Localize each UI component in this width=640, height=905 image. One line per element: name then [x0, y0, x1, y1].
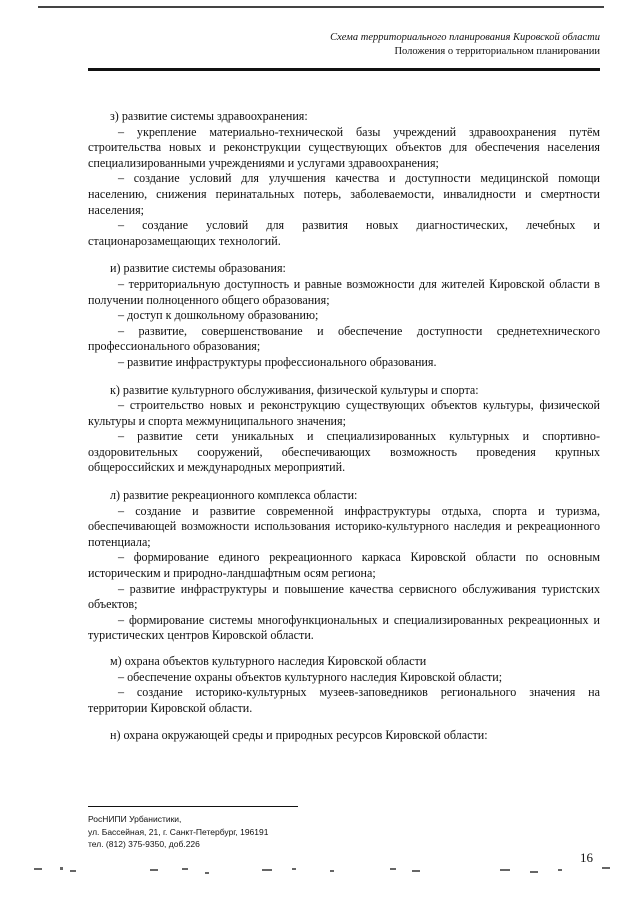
section [88, 109, 600, 249]
list-item: – развитие, совершенствование и обеспечение доступности среднетехнического профессионального образования; [88, 323, 600, 354]
document-body [88, 109, 600, 756]
section-heading: н) охрана окружающей среды и природных ресурсов Кировской области: [110, 728, 488, 743]
document-title: Схема территориального планирования Кировской области [330, 32, 600, 43]
header-rule [88, 68, 600, 71]
section-heading: к) развитие культурного обслуживания, физической культуры и спорта: [110, 382, 479, 397]
list-item: – территориальную доступность и равные возможности для жителей Кировской области в получении полноценного общего образования; [88, 276, 600, 307]
section-heading: л) развитие рекреационного комплекса области: [110, 488, 358, 503]
list-item: – создание историко-культурных музеев-заповедников регионального значения на территории Кировской области. [88, 685, 600, 715]
footer [88, 813, 268, 851]
list-item: – создание условий для улучшения качества и доступности медицинской помощи населению, снижения перинатальных потерь, заболеваемости, инвалидности и смертности населения; [88, 171, 600, 217]
section [88, 488, 600, 644]
list-item: – обеспечение охраны объектов культурного наследия Кировской области; [118, 669, 503, 684]
section [88, 383, 600, 477]
section [88, 728, 600, 744]
list-item: – формирование единого рекреационного каркаса Кировской области по основным историческим и природно-ландшафтным осям региона; [88, 550, 600, 581]
footer-phone: тел. (812) 375-9350, доб.226 [88, 839, 200, 849]
list-item: – формирование системы многофункциональных и специализированных рекреационных и туристических центров Кировской области. [88, 612, 600, 643]
list-item: – создание условий для развития новых диагностических, лечебных и стационарозамещающих технологий. [88, 218, 600, 248]
list-item: – развитие инфраструктуры профессионального образования. [118, 354, 437, 369]
running-header [88, 31, 600, 59]
page-number: 16 [580, 850, 593, 865]
list-item: – доступ к дошкольному образованию; [118, 308, 319, 323]
section-heading: м) охрана объектов культурного наследия Кировской области [110, 654, 427, 668]
section-heading: и) развитие системы образования: [110, 261, 286, 276]
list-item: – развитие инфраструктуры и повышение качества сервисного обслуживания туристских объектов; [88, 581, 600, 612]
footer-address: ул. Бассейная, 21, г. Санкт-Петербург, 196191 [88, 826, 269, 837]
footer-org: РосНИПИ Урбанистики, [88, 814, 182, 824]
section [88, 654, 600, 716]
list-item: – укрепление материально-технической базы учреждений здравоохранения путём строительства новых и реконструкции существующих объектов для обеспечения населения специализированными учреждениями и услугами здравоохранения; [88, 124, 600, 170]
list-item: – развитие сети уникальных и специализированных культурных и спортивно-оздоровительных сооружений, обеспечивающих возможность проведения крупных общероссийских и международных мероприятий. [88, 429, 600, 475]
section [88, 261, 600, 370]
scan-noise [30, 866, 620, 886]
scan-top-rule [38, 6, 604, 8]
section-heading: з) развитие системы здравоохранения: [110, 109, 308, 123]
list-item: – создание и развитие современной инфраструктуры отдыха, спорта и туризма, обеспечивающей возможности использования историко-культурного наследия и рекреационного потенциала; [88, 503, 600, 549]
document-subtitle: Положения о территориальном планировании [394, 46, 600, 57]
footer-rule [88, 806, 298, 807]
list-item: – строительство новых и реконструкцию существующих объектов культуры, физической культуры и спорта межмуниципального значения; [88, 398, 600, 428]
